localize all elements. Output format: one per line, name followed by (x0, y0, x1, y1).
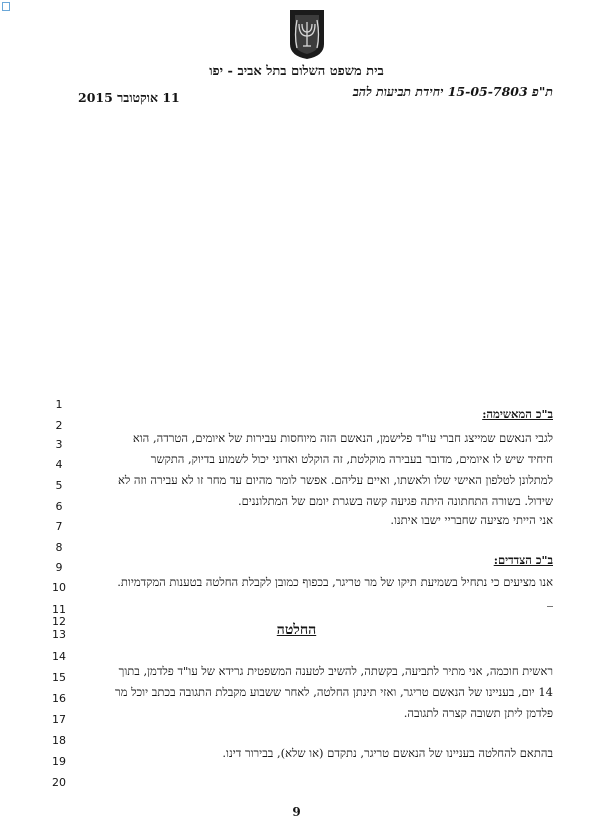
case-number: ת"פ 15-05-7803 יחידת תביעות להב (352, 84, 553, 99)
decision-line: 14 יום, בעניינו של הנאשם טריגר, ואזי תינתן החלטה, לאחר ששבוע מקבלת התגובה בכתב יוכל מר (115, 685, 553, 699)
prosecution-line: שידול. בשורה התחתונה היתה פגיעה קשה בשגרת יומם של המתלוננים. (237, 494, 553, 508)
decision-line: פלדמן ליתן תשובה קצרה לתגובה. (403, 706, 553, 720)
court-name: בית משפט השלום בתל אביב - יפו (209, 64, 384, 79)
prosecution-line: לגבי הנאשם שמייצג חברי עו"ד פלישמן, הנאשם הזה מיוחסות עבירות של איומים, הטרדה, הוא (132, 431, 553, 445)
line-number: 16 (52, 692, 66, 705)
line-number: 17 (52, 713, 66, 726)
line-number: 10 (52, 581, 66, 594)
line-number: 18 (52, 734, 66, 747)
line-number: 14 (52, 650, 66, 663)
line-number: 13 (52, 628, 66, 641)
page-number: 9 (292, 805, 301, 819)
line-number: 6 (55, 500, 63, 513)
line-number: 12 (52, 615, 66, 628)
hearing-date: 11 אוקטובר 2015 (78, 90, 180, 105)
line-number: 8 (55, 541, 63, 554)
line-number: 5 (55, 479, 63, 492)
stray-mark (547, 606, 553, 607)
defense-line: אנו מציעים כי נתחיל בשמיעת תיקו של מר טריגר, בכפוף כמובן לקבלת החלטה בטענות המקדמיות. (117, 575, 553, 589)
prosecution-line: אני הייתי מציעה שחבריי ישבו איתנו. (390, 513, 553, 527)
line-number: 7 (55, 520, 63, 533)
line-number: 9 (55, 561, 63, 574)
prosecution-line: חיחיד שיש לו איומים, מדובר בעבירה מוקלטת, זה הוקלט ואדוני יכול לשמוע בדיוק, התקשר (150, 452, 553, 466)
state-emblem-icon (287, 8, 327, 60)
prosecution-line: למתלונן לטלפון האישי שלו ולאשתו, ואיים עליהם. אפשר לומר מהיום עד מחר זו לא עבירה וזה לא (117, 473, 553, 487)
line-number: 15 (52, 671, 66, 684)
line-number: 19 (52, 755, 66, 768)
line-number: 2 (55, 419, 63, 432)
corner-marker (2, 2, 10, 11)
line-number: 11 (52, 603, 66, 616)
decision-closing: בהתאם להחלטה בעניינו של הנאשם טריגר, נתקדם (או שלא), בבירור דינו. (222, 746, 553, 760)
prosecution-heading: ב"כ המאשימה: (482, 407, 553, 421)
line-number: 3 (55, 438, 63, 451)
line-number: 1 (55, 398, 63, 411)
decision-title: החלטה (276, 622, 317, 638)
defense-heading: ב"כ הצדדים: (493, 553, 553, 567)
decision-line: ראשית חוכמה, אני מתיר לתביעה, בקשתה, להשיב לטענה המשפטית גרידא של עו"ד פלדמן, בתוך (118, 664, 553, 678)
line-number: 20 (52, 776, 66, 789)
line-number: 4 (55, 458, 63, 471)
